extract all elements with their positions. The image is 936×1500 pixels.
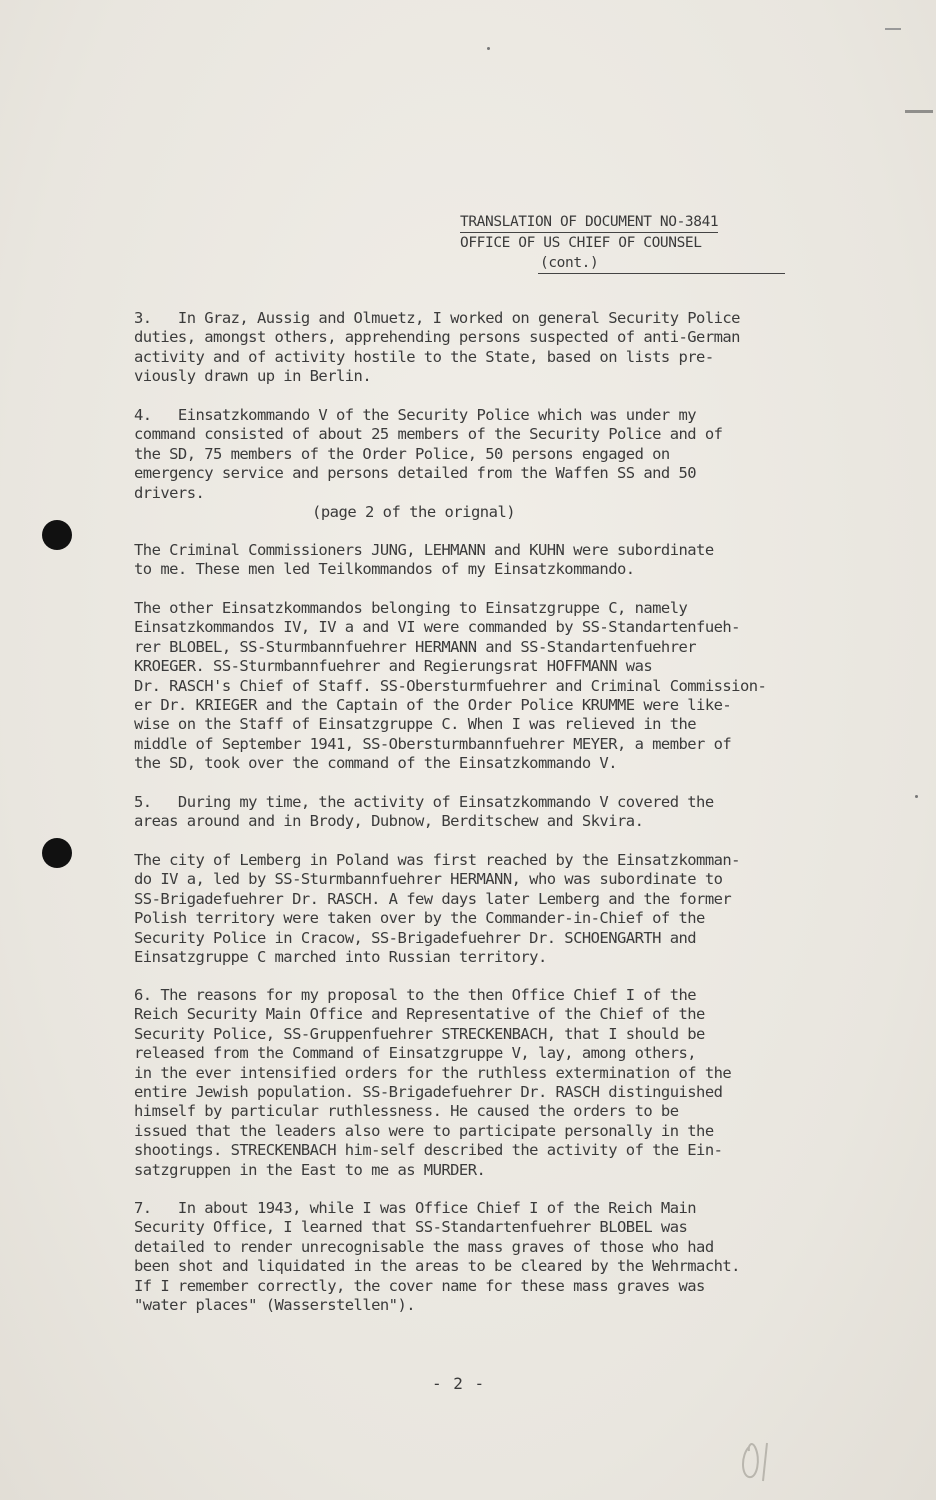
paragraph-5: 5. During my time, the activity of Einsatzkommando V covered the areas around and in Brody, Dubnow, Berditschew and Skvira. xyxy=(134,793,714,831)
page-note: (page 2 of the orignal) xyxy=(312,503,516,521)
speck xyxy=(915,795,918,798)
punch-hole-bottom xyxy=(42,838,72,868)
paragraph-7: 7. In about 1943, while I was Office Chief I of the Reich Main Security Office, I learned that SS-Standartenfuehrer BLOBEL was detailed to render unrecognisable the mass graves of those who had been shot and liquidated in the areas to be cleared by the Wehrmacht. If I remember correctly, the cover name for these mass graves was "water places" (Wasserstellen"). xyxy=(134,1199,740,1315)
punch-hole-top xyxy=(42,520,72,550)
paragraph-commissioners: The Criminal Commissioners JUNG, LEHMANN and KUHN were subordinate to me. These men led Teilkommandos of my Einsatzkommando. xyxy=(134,541,714,579)
paragraph-4: 4. Einsatzkommando V of the Security Police which was under my command consisted of about 25 members of the Security Police and of the SD, 75 members of the Order Police, 50 persons engaged on emergency service and persons detailed from the Waffen SS and 50 drivers. xyxy=(134,406,723,502)
corner-mark xyxy=(885,28,901,30)
header-cont-line: (cont.) xyxy=(538,253,785,274)
header-translation-line: TRANSLATION OF DOCUMENT NO-3841 xyxy=(460,212,718,233)
page-number: - 2 - xyxy=(432,1374,486,1393)
paragraph-einsatzkommandos: The other Einsatzkommandos belonging to Einsatzgruppe C, namely Einsatzkommandos IV, IV a and VI were commanded by SS-Standartenfueh- rer BLOBEL, SS-Sturmbannfuehrer HERMANN and SS-Standartenfuehrer KROEGER. SS-Sturmbannfuehrer and Regierungsrat HOFFMANN was Dr. RASCH's Chief of Staff. SS-Obersturmfuehrer and Criminal Commission- er Dr. KRIEGER and the Captain of the Order Police KRUMME were like- wise on the Staff of Einsatzgruppe C. When I was relieved in the middle of September 1941, SS-Obersturmbannfuehrer MEYER, a member of the SD, took over the command of the Einsatzkommando V. xyxy=(134,599,767,773)
paragraph-6: 6. The reasons for my proposal to the then Office Chief I of the Reich Security Main Office and Representative of the Chief of the Security Police, SS-Gruppenfuehrer STRECKENBACH, that I should be released from the Command of Einsatzgruppe V, lay, among others, in the ever intensified orders for the ruthless extermination of the entire Jewish population. SS-Brigadefuehrer Dr. RASCH distinguished himself by particular ruthlessness. He caused the orders to be issued that the leaders also were to participate personally in the shootings. STRECKENBACH him-self described the activity of the Ein- satzgruppen in the East to me as MURDER. xyxy=(134,986,732,1179)
paragraph-3: 3. In Graz, Aussig and Olmuetz, I worked on general Security Police duties, amongst others, apprehending persons suspected of anti-German activity and of activity hostile to the State, based on lists pre- viously drawn up in Berlin. xyxy=(134,309,740,386)
paragraph-lemberg: The city of Lemberg in Poland was first reached by the Einsatzkomman- do IV a, led by SS-Sturmbannfuehrer HERMANN, who was subordinate to SS-Brigadefuehrer Dr. RASCH. A few days later Lemberg and the former Polish territory were taken over by the Commander-in-Chief of the Security Police in Cracow, SS-Brigadefuehrer Dr. SCHOENGARTH and Einsatzgruppe C marched into Russian territory. xyxy=(134,851,740,967)
speck xyxy=(487,47,490,50)
header-office-line: OFFICE OF US CHIEF OF COUNSEL xyxy=(460,235,702,251)
document-header xyxy=(460,212,785,274)
edge-mark xyxy=(905,110,933,113)
handwritten-mark xyxy=(735,1425,785,1485)
